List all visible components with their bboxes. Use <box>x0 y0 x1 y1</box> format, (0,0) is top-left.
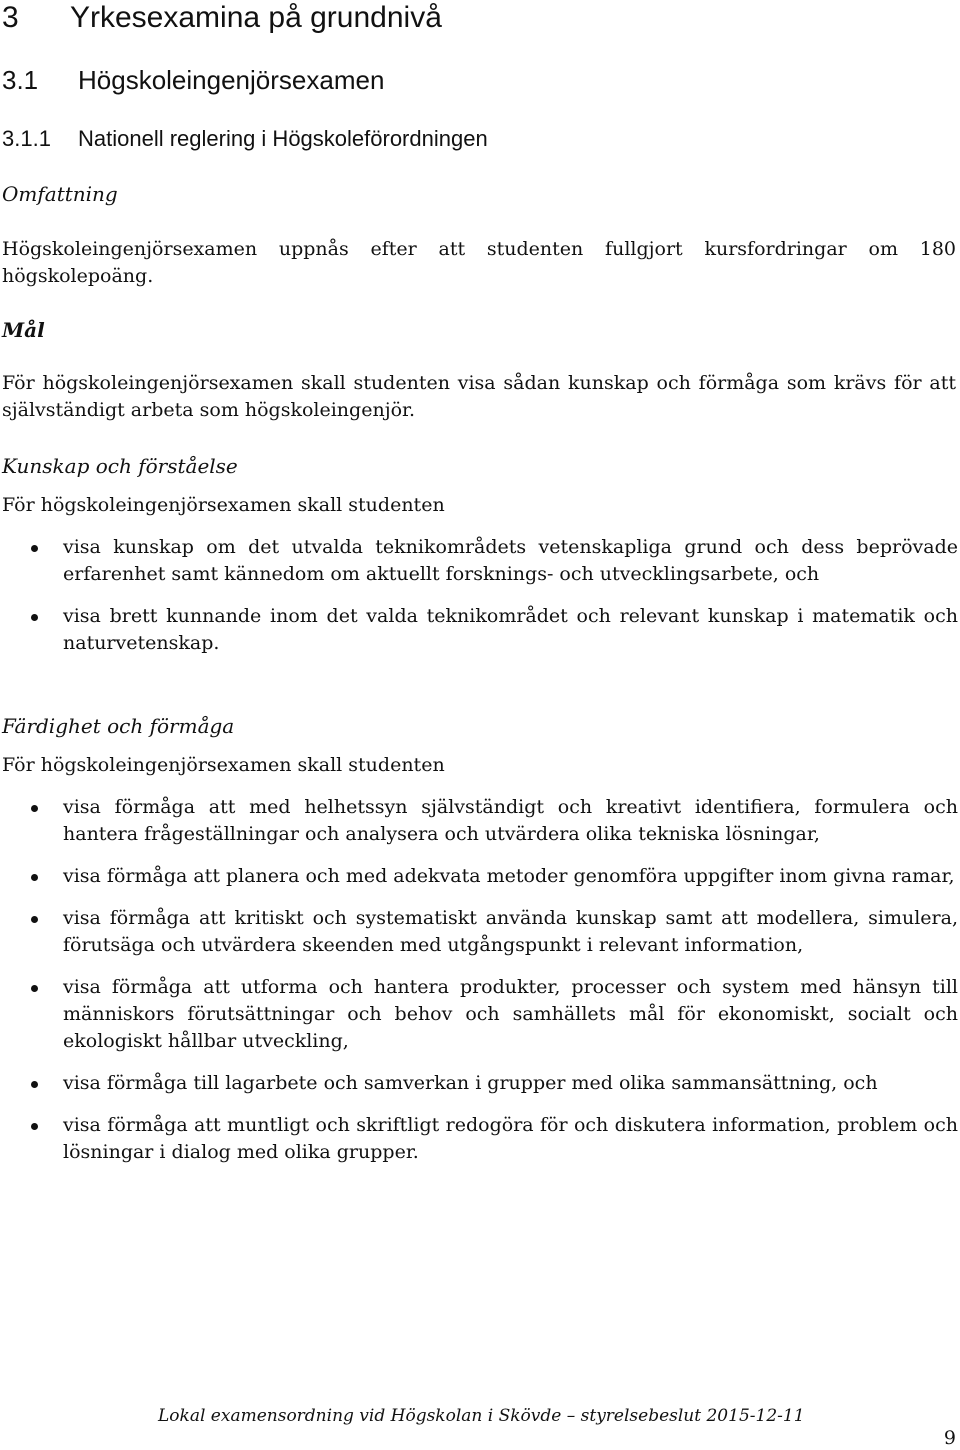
bullet-icon <box>31 985 38 992</box>
bullet-icon <box>31 805 38 812</box>
list-item: visa förmåga att muntligt och skriftligt redogöra för och diskutera information, problem och lösningar i dialog med olika grupper. <box>0 1112 958 1166</box>
subsection-heading <box>2 124 488 154</box>
mal-text: För högskoleingenjörsexamen skall studenten visa sådan kunskap och förmåga som krävs för att självständigt arbeta som högskoleingenjör. <box>2 372 956 421</box>
section-number: 3.1 <box>2 65 39 95</box>
fardighet-intro: För högskoleingenjörsexamen skall studenten <box>2 754 445 776</box>
mal-heading: Mål <box>2 318 45 342</box>
list-item: visa brett kunnande inom det valda teknikområdet och relevant kunskap i matematik och naturvetenskap. <box>0 603 958 657</box>
chapter-heading <box>2 0 442 36</box>
list-item: visa förmåga till lagarbete och samverkan i grupper med olika sammansättning, och <box>0 1070 958 1097</box>
kunskap-list <box>0 534 958 657</box>
kunskap-heading: Kunskap och förståelse <box>2 454 238 478</box>
section-title: Högskoleingenjörsexamen <box>78 65 385 95</box>
chapter-title: Yrkesexamina på grundnivå <box>70 1 442 34</box>
chapter-number: 3 <box>2 1 19 34</box>
subsection-number: 3.1.1 <box>2 126 51 151</box>
subsection-title: Nationell reglering i Högskoleförordningen <box>78 126 488 151</box>
bullet-icon <box>31 545 38 552</box>
list-item: visa förmåga att kritiskt och systematiskt använda kunskap samt att modellera, simulera, förutsäga och utvärdera skeenden med utgångspunkt i relevant information, <box>0 905 958 959</box>
bullet-icon <box>31 1123 38 1130</box>
page-number: 9 <box>943 1427 956 1449</box>
fardighet-list <box>0 794 958 1166</box>
omfattning-heading: Omfattning <box>2 182 118 206</box>
list-item: visa förmåga att planera och med adekvata metoder genomföra uppgifter inom givna ramar, <box>0 863 958 890</box>
bullet-icon <box>31 874 38 881</box>
list-item: visa kunskap om det utvalda teknikområdets vetenskapliga grund och dess beprövade erfarenhet samt kännedom om aktuellt forsknings- och utvecklingsarbete, och <box>0 534 958 588</box>
section-heading <box>2 64 384 96</box>
list-item: visa förmåga att utforma och hantera produkter, processer och system med hänsyn till människors förutsättningar och behov och samhällets mål för ekonomiskt, socialt och ekologiskt hållbar utveckling, <box>0 974 958 1055</box>
page-footer: Lokal examensordning vid Högskolan i Skövde – styrelsebeslut 2015-12-11 <box>158 1406 805 1426</box>
fardighet-heading: Färdighet och förmåga <box>2 714 235 738</box>
bullet-icon <box>31 916 38 923</box>
bullet-icon <box>31 614 38 621</box>
list-item: visa förmåga att med helhetssyn självständigt och kreativt identifiera, formulera och hantera frågeställningar och analysera och utvärdera olika tekniska lösningar, <box>0 794 958 848</box>
omfattning-text: Högskoleingenjörsexamen uppnås efter att studenten fullgjort kursfordringar om 180 högskolepoäng. <box>2 238 956 287</box>
bullet-icon <box>31 1081 38 1088</box>
kunskap-intro: För högskoleingenjörsexamen skall studenten <box>2 494 445 516</box>
